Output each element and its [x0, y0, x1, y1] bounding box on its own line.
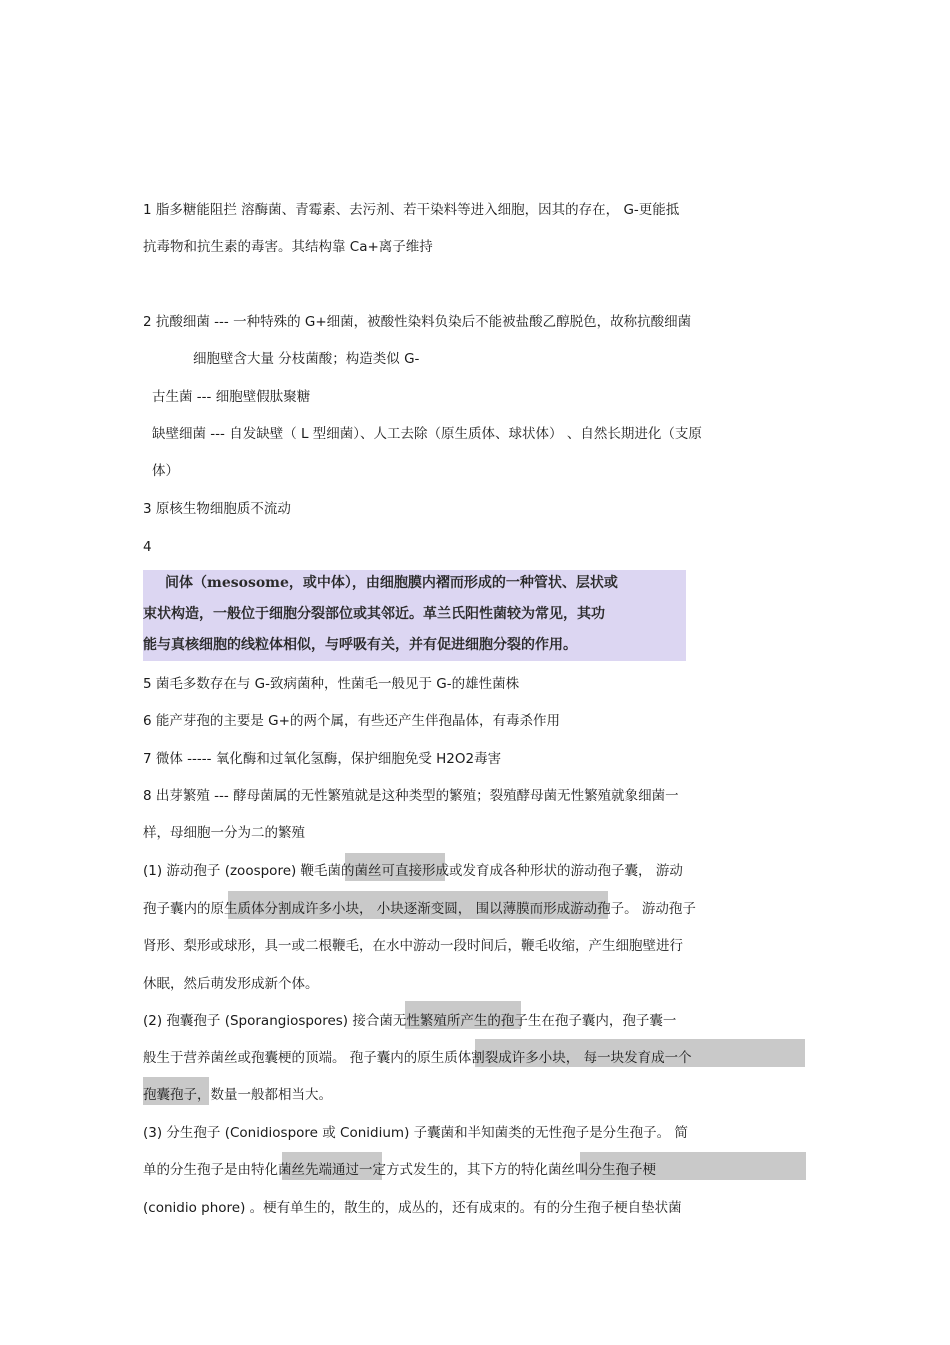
mesosome-figure [143, 570, 686, 661]
text-line: 5 菌毛多数存在与 G-致病菌种，性菌毛一般见于 G-的雄性菌株 [143, 676, 520, 692]
text-line: 样，母细胞一分为二的繁殖 [143, 825, 305, 841]
text-line: 孢囊孢子，数量一般都相当大。 [143, 1087, 332, 1103]
text-line: 4 [143, 539, 152, 555]
text-line: 体） [152, 463, 179, 479]
text-line: 3 原核生物细胞质不流动 [143, 501, 291, 517]
text-line: 7 微体 ----- 氧化酶和过氧化氢酶，保护细胞免受 H2O2毒害 [143, 751, 502, 767]
text-line: (1) 游动孢子 (zoospore) 鞭毛菌的菌丝可直接形成或发育成各种形状的游动孢子囊， 游动 [143, 863, 683, 879]
text-line: 古生菌 --- 细胞壁假肽聚糖 [152, 389, 311, 405]
text-line: 6 能产芽孢的主要是 G+的两个属，有些还产生伴孢晶体，有毒杀作用 [143, 713, 560, 729]
text-line: 孢子囊内的原生质体分割成许多小块， 小块逐渐变圆， 围以薄膜而形成游动孢子。 游动孢子 [143, 901, 696, 917]
text-line: 般生于营养菌丝或孢囊梗的顶端。 孢子囊内的原生质体割裂成许多小块， 每一块发育成一个 [143, 1050, 692, 1066]
text-line: 休眠，然后萌发形成新个体。 [143, 976, 319, 992]
text-line: 8 出芽繁殖 --- 酵母菌属的无性繁殖就是这种类型的繁殖；裂殖酵母菌无性繁殖就象细菌一 [143, 788, 679, 804]
text-line: 肾形、梨形或球形，具一或二根鞭毛，在水中游动一段时间后，鞭毛收缩，产生细胞壁进行 [143, 938, 683, 954]
figure-line: 能与真核细胞的线粒体相似，与呼吸有关，并有促进细胞分裂的作用。 [143, 637, 577, 653]
figure-line: 间体（mesosome，或中体），由细胞膜内褶而形成的一种管状、层状或 [165, 575, 618, 591]
text-line: 1 脂多糖能阻拦 溶酶菌、青霉素、去污剂、若干染料等进入细胞，因其的存在， G-更能抵 [143, 202, 680, 218]
text-line: 抗毒物和抗生素的毒害。其结构靠 Ca+离子维持 [143, 239, 433, 255]
text-line: (conidio phore) 。梗有单生的，散生的，成丛的，还有成束的。有的分生孢子梗自垫状菌 [143, 1200, 682, 1216]
text-line: 细胞壁含大量 分枝菌酸；构造类似 G- [193, 351, 420, 367]
text-line: 2 抗酸细菌 --- 一种特殊的 G+细菌，被酸性染料负染后不能被盐酸乙醇脱色，故称抗酸细菌 [143, 314, 692, 330]
figure-line: 束状构造，一般位于细胞分裂部位或其邻近。革兰氏阳性菌较为常见，其功 [143, 606, 605, 622]
text-line: 缺壁细菌 --- 自发缺壁（ L 型细菌）、人工去除（原生质体、球状体） 、自然长期进化（支原 [152, 426, 702, 442]
text-line: (3) 分生孢子 (Conidiospore 或 Conidium) 子囊菌和半知菌类的无性孢子是分生孢子。 简 [143, 1125, 688, 1141]
text-line: 单的分生孢子是由特化菌丝先端通过一定方式发生的，其下方的特化菌丝叫分生孢子梗 [143, 1162, 656, 1178]
text-line: (2) 孢囊孢子 (Sporangiospores) 接合菌无性繁殖所产生的孢子生在孢子囊内，孢子囊一 [143, 1013, 677, 1029]
